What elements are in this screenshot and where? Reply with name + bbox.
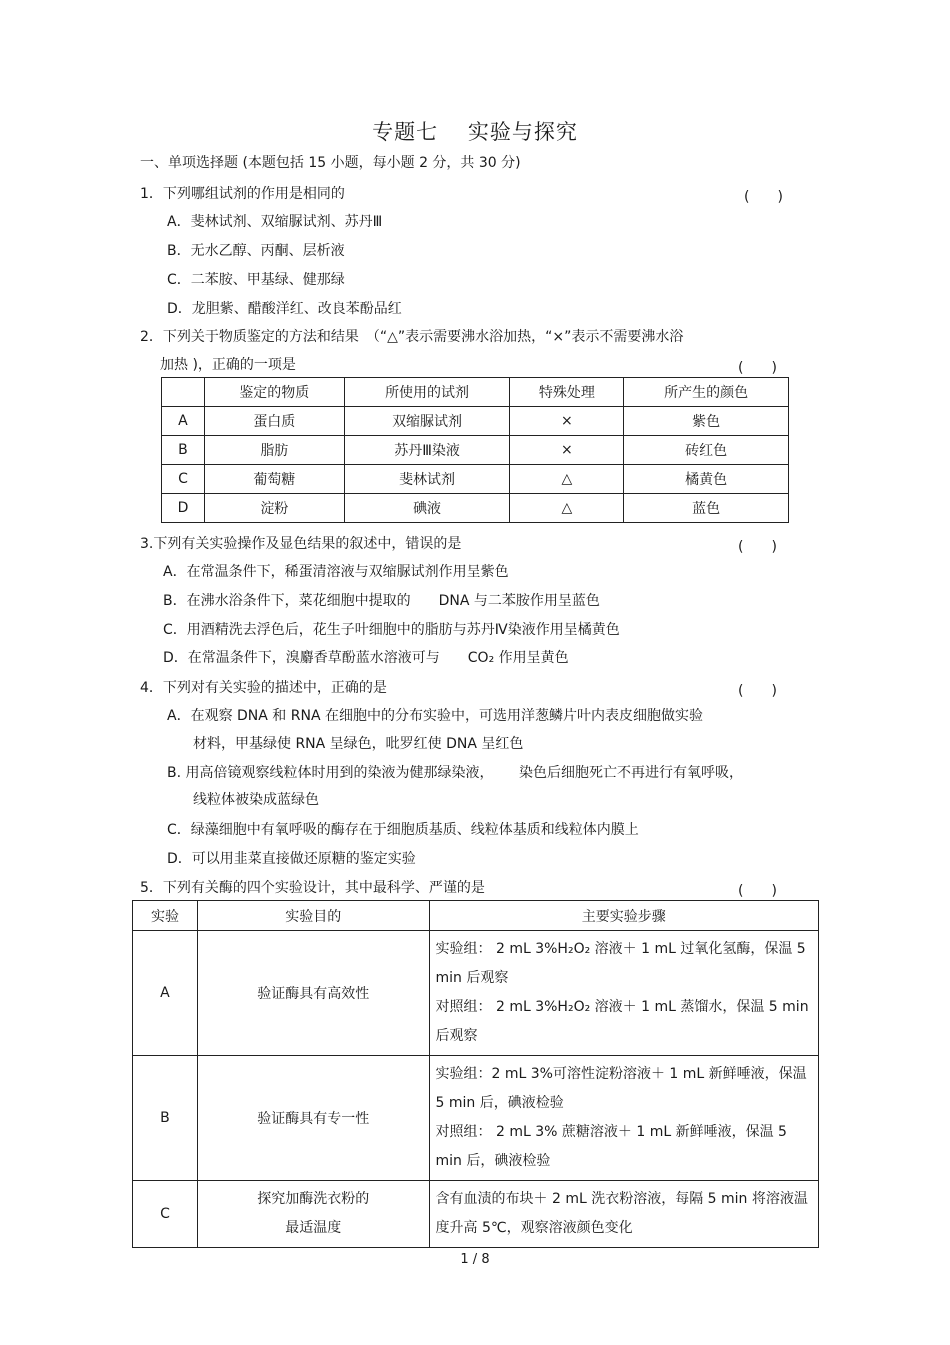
q3-option-c: C．用酒精洗去浮色后，花生子叶细胞中的脂肪与苏丹Ⅳ染液作用呈橘黄色 [163, 622, 620, 638]
table-row [162, 494, 789, 523]
table-cell: 脂肪 [204, 436, 344, 465]
q2-stem-line2: 加热 )，正确的一项是 [160, 357, 296, 373]
q1-option-a: A．斐林试剂、双缩脲试剂、苏丹Ⅲ [167, 214, 383, 230]
table-row [133, 1056, 819, 1181]
table-header-cell: 所使用的试剂 [344, 378, 510, 407]
table-cell: × [510, 436, 624, 465]
q1-answer-paren: ( ) [744, 189, 783, 205]
table-cell: 碘液 [344, 494, 510, 523]
table-row [162, 465, 789, 494]
table-row [133, 1181, 819, 1248]
table-row [162, 407, 789, 436]
purpose-line: 探究加酶洗衣粉的 [257, 1191, 370, 1207]
q1-stem: 1．下列哪组试剂的作用是相同的 [140, 186, 345, 202]
q4-option-c: C．绿藻细胞中有氧呼吸的酶存在于细胞质基质、线粒体基质和线粒体内膜上 [167, 822, 639, 838]
table-cell: 淀粉 [204, 494, 344, 523]
table-cell: 验证酶具有专一性 [197, 1056, 429, 1181]
table-cell: 砖红色 [624, 436, 789, 465]
table-header-cell: 鉴定的物质 [204, 378, 344, 407]
q3-answer-paren: ( ) [738, 539, 777, 555]
table-header-row [133, 901, 819, 931]
table-cell: 葡萄糖 [204, 465, 344, 494]
purpose-line: 最适温度 [285, 1220, 342, 1236]
step-text: 对照组： 2 mL 3% 蔗糖溶液＋ 1 mL 新鲜唾液，保温 5 min 后，碘液检验 [435, 1124, 787, 1169]
table-cell: 紫色 [624, 407, 789, 436]
q4-option-b-line2: 线粒体被染成蓝绿色 [193, 792, 319, 808]
table-cell: A [162, 407, 205, 436]
q1-option-c: C．二苯胺、甲基绿、健那绿 [167, 272, 345, 288]
section-heading: 一、单项选择题 (本题包括 15 小题，每小题 2 分，共 30 分) [140, 155, 521, 171]
table-cell: C [162, 465, 205, 494]
table-cell: C [133, 1181, 198, 1248]
table-cell: 蓝色 [624, 494, 789, 523]
table-cell: △ [510, 465, 624, 494]
q5-table [132, 900, 819, 1248]
q1-option-b: B．无水乙醇、丙酮、层析液 [167, 243, 345, 259]
q2-table [161, 377, 789, 523]
table-cell [429, 1181, 818, 1248]
table-cell [197, 1181, 429, 1248]
q3-stem: 3.下列有关实验操作及显色结果的叙述中，错误的是 [140, 536, 462, 552]
table-header-cell: 实验目的 [197, 901, 429, 931]
table-cell: 橘黄色 [624, 465, 789, 494]
table-cell [429, 1056, 818, 1181]
step-text: 对照组： 2 mL 3%H₂O₂ 溶液＋ 1 mL 蒸馏水，保温 5 min 后观察 [435, 999, 809, 1044]
page-number: 1 / 8 [460, 1252, 490, 1267]
table-cell: B [162, 436, 205, 465]
table-header-cell: 特殊处理 [510, 378, 624, 407]
table-cell: △ [510, 494, 624, 523]
table-header-row [162, 378, 789, 407]
table-header-cell: 所产生的颜色 [624, 378, 789, 407]
q4-stem: 4．下列对有关实验的描述中，正确的是 [140, 680, 387, 696]
q5-stem: 5．下列有关酶的四个实验设计，其中最科学、严谨的是 [140, 880, 485, 896]
table-cell: 蛋白质 [204, 407, 344, 436]
step-text: 实验组： 2 mL 3%H₂O₂ 溶液＋ 1 mL 过氧化氢酶，保温 5 min 后观察 [435, 941, 806, 986]
q4-option-a-line2: 材料，甲基绿使 RNA 呈绿色，吡罗红使 DNA 呈红色 [193, 736, 524, 752]
q3-option-b: B．在沸水浴条件下，菜花细胞中提取的 DNA 与二苯胺作用呈蓝色 [163, 593, 600, 609]
table-row [162, 436, 789, 465]
table-row [133, 931, 819, 1056]
q4-option-b-line1: B. 用高倍镜观察线粒体时用到的染液为健那绿染液， 染色后细胞死亡不再进行有氧呼吸， [167, 765, 743, 781]
table-cell [429, 931, 818, 1056]
q4-option-d: D．可以用韭菜直接做还原糖的鉴定实验 [167, 851, 416, 867]
table-cell: A [133, 931, 198, 1056]
table-cell: 验证酶具有高效性 [197, 931, 429, 1056]
table-cell: D [162, 494, 205, 523]
q3-option-a: A．在常温条件下，稀蛋清溶液与双缩脲试剂作用呈紫色 [163, 564, 509, 580]
table-cell: × [510, 407, 624, 436]
q4-answer-paren: ( ) [738, 683, 777, 699]
table-header-cell: 主要实验步骤 [429, 901, 818, 931]
q2-answer-paren: ( ) [738, 360, 777, 376]
page-title: 专题七 实验与探究 [372, 120, 578, 144]
table-cell: 斐林试剂 [344, 465, 510, 494]
table-header-cell: 实验 [133, 901, 198, 931]
q1-option-d: D．龙胆紫、醋酸洋红、改良苯酚品红 [167, 301, 402, 317]
q2-stem-line1: 2．下列关于物质鉴定的方法和结果 （“△”表示需要沸水浴加热，“×”表示不需要沸水浴 [140, 329, 684, 345]
table-cell: B [133, 1056, 198, 1181]
table-cell: 苏丹Ⅲ染液 [344, 436, 510, 465]
step-text: 实验组：2 mL 3%可溶性淀粉溶液＋ 1 mL 新鲜唾液，保温 5 min 后，碘液检验 [435, 1066, 807, 1111]
step-text: 含有血渍的布块＋ 2 mL 洗衣粉溶液，每隔 5 min 将溶液温度升高 5℃，观察溶液颜色变化 [435, 1191, 808, 1236]
q3-option-d: D．在常温条件下，溴麝香草酚蓝水溶液可与 CO₂ 作用呈黄色 [163, 650, 569, 666]
table-header-cell [162, 378, 205, 407]
table-cell: 双缩脲试剂 [344, 407, 510, 436]
q4-option-a-line1: A．在观察 DNA 和 RNA 在细胞中的分布实验中，可选用洋葱鳞片叶内表皮细胞做实验 [167, 708, 703, 724]
q5-answer-paren: ( ) [738, 883, 777, 899]
